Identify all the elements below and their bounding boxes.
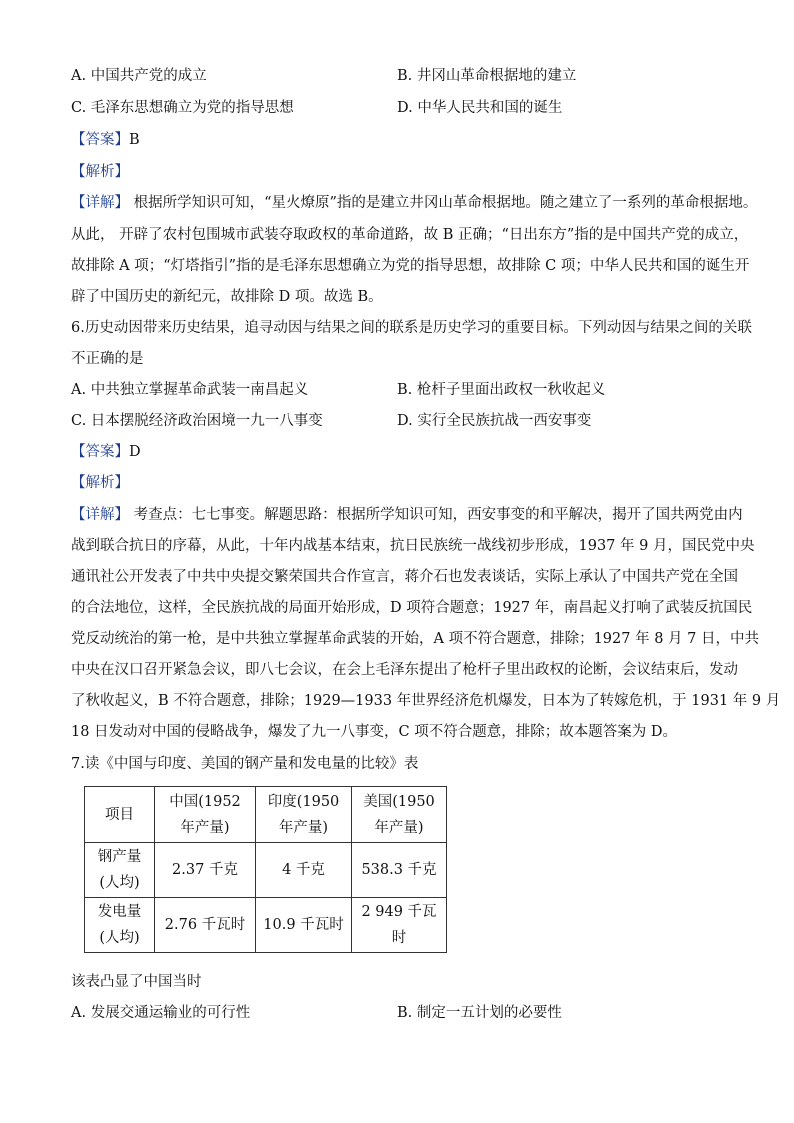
q6-detail-line-7: 了秋收起义，B 不符合题意，排除；1929—1933 年世界经济危机爆发，日本为了转嫁危机，于 1931 年 9 月 — [71, 693, 781, 709]
cell-power-india: 10.9 千瓦时 — [256, 898, 352, 953]
q6-detail-line-6: 中央在汉口召开紧急会议，即八七会议，在会上毛泽东提出了枪杆子里出政权的论断，会议结束后，发动 — [71, 662, 738, 678]
cell-steel-usa: 538.3 千克 — [352, 843, 447, 898]
header-india: 印度(1950 年产量) — [256, 787, 352, 843]
q6-answer-line — [71, 442, 141, 462]
q5-answer-value: B — [129, 132, 140, 148]
q5-detail-line-1 — [71, 193, 757, 213]
header-china: 中国(1952 年产量) — [155, 787, 256, 843]
comparison-table — [84, 786, 447, 953]
analysis-tag: 【解析】 — [71, 475, 129, 491]
q6-stem-line-2: 不正确的是 — [71, 351, 144, 367]
detail-tag: 【详解】 — [71, 507, 129, 523]
q5-detail-line-2: 从此， 开辟了农村包围城市武装夺取政权的革命道路，故 B 正确；“日出东方”指的是中国共产党的成立， — [71, 227, 749, 243]
q5-option-b: B. 井冈山革命根据地的建立 — [397, 68, 577, 84]
q5-option-a: A. 中国共产党的成立 — [71, 68, 207, 84]
q5-option-d: D. 中华人民共和国的诞生 — [397, 100, 563, 116]
q7-option-b: B. 制定一五计划的必要性 — [397, 1005, 562, 1021]
analysis-tag: 【解析】 — [71, 164, 129, 180]
q7-stem: 7.读《中国与印度、美国的钢产量和发电量的比较》表 — [71, 756, 419, 772]
answer-tag: 【答案】 — [71, 132, 129, 148]
cell-power-china: 2.76 千瓦时 — [155, 898, 256, 953]
q5-analysis-heading — [71, 162, 129, 182]
q5-detail-line-3: 故排除 A 项；“灯塔指引”指的是毛泽东思想确立为党的指导思想，故排除 C 项；中华人民共和国的诞生开 — [71, 258, 750, 274]
q6-detail-text: 考查点：七七事变。解题思路：根据所学知识可知，西安事变的和平解决，揭开了国共两党由内 — [129, 507, 743, 523]
q5-answer-line — [71, 130, 140, 150]
header-item: 项目 — [85, 787, 155, 843]
q6-detail-line-8: 18 日发动对中国的侵略战争，爆发了九一八事变，C 项不符合题意，排除；故本题答案为 D。 — [71, 724, 677, 740]
q6-detail-line-1 — [71, 505, 743, 525]
cell-steel-india: 4 千克 — [256, 843, 352, 898]
cell-power-usa: 2 949 千瓦时 — [352, 898, 447, 953]
q6-answer-value: D — [129, 444, 141, 460]
cell-steel-china: 2.37 千克 — [155, 843, 256, 898]
q5-detail-line-4: 辟了中国历史的新纪元，故排除 D 项。故选 B。 — [71, 289, 383, 305]
q6-option-a: A. 中共独立掌握革命武装一南昌起义 — [71, 382, 309, 398]
q6-analysis-heading — [71, 473, 129, 493]
row-label-steel: 钢产量 (人均) — [85, 843, 155, 898]
q6-detail-line-5: 党反动统治的第一枪，是中共独立掌握革命武装的开始，A 项不符合题意，排除；1927 年 8 月 7 日，中共 — [71, 631, 759, 647]
q7-option-a: A. 发展交通运输业的可行性 — [71, 1005, 251, 1021]
q6-option-b: B. 枪杆子里面出政权一秋收起义 — [397, 382, 606, 398]
q7-after-table: 该表凸显了中国当时 — [71, 974, 202, 990]
q6-detail-line-4: 的合法地位，这样，全民族抗战的局面开始形成，D 项符合题意；1927 年，南昌起义打响了武装反抗国民 — [71, 600, 753, 616]
q6-option-c: C. 日本摆脱经济政治困境一九一八事变 — [71, 413, 323, 429]
q5-option-c: C. 毛泽东思想确立为党的指导思想 — [71, 100, 294, 116]
q6-stem-line-1: 6.历史动因带来历史结果，追寻动因与结果之间的联系是历史学习的重要目标。下列动因与结果之间的关联 — [71, 320, 752, 336]
detail-tag: 【详解】 — [71, 195, 129, 211]
q5-detail-text: 根据所学知识可知，“星火燎原”指的是建立井冈山革命根据地。随之建立了一系列的革命根据地。 — [129, 195, 758, 211]
answer-tag: 【答案】 — [71, 444, 129, 460]
row-label-power: 发电量 (人均) — [85, 898, 155, 953]
header-usa: 美国(1950 年产量) — [352, 787, 447, 843]
q6-detail-line-2: 战到联合抗日的序幕，从此，十年内战基本结束，抗日民族统一战线初步形成，1937 年 9 月，国民党中央 — [71, 538, 755, 554]
q6-option-d: D. 实行全民族抗战一西安事变 — [397, 413, 592, 429]
q6-detail-line-3: 通讯社公开发表了中共中央提交繁荣国共合作宣言，蒋介石也发表谈话，实际上承认了中国共产党在全国 — [71, 569, 738, 585]
